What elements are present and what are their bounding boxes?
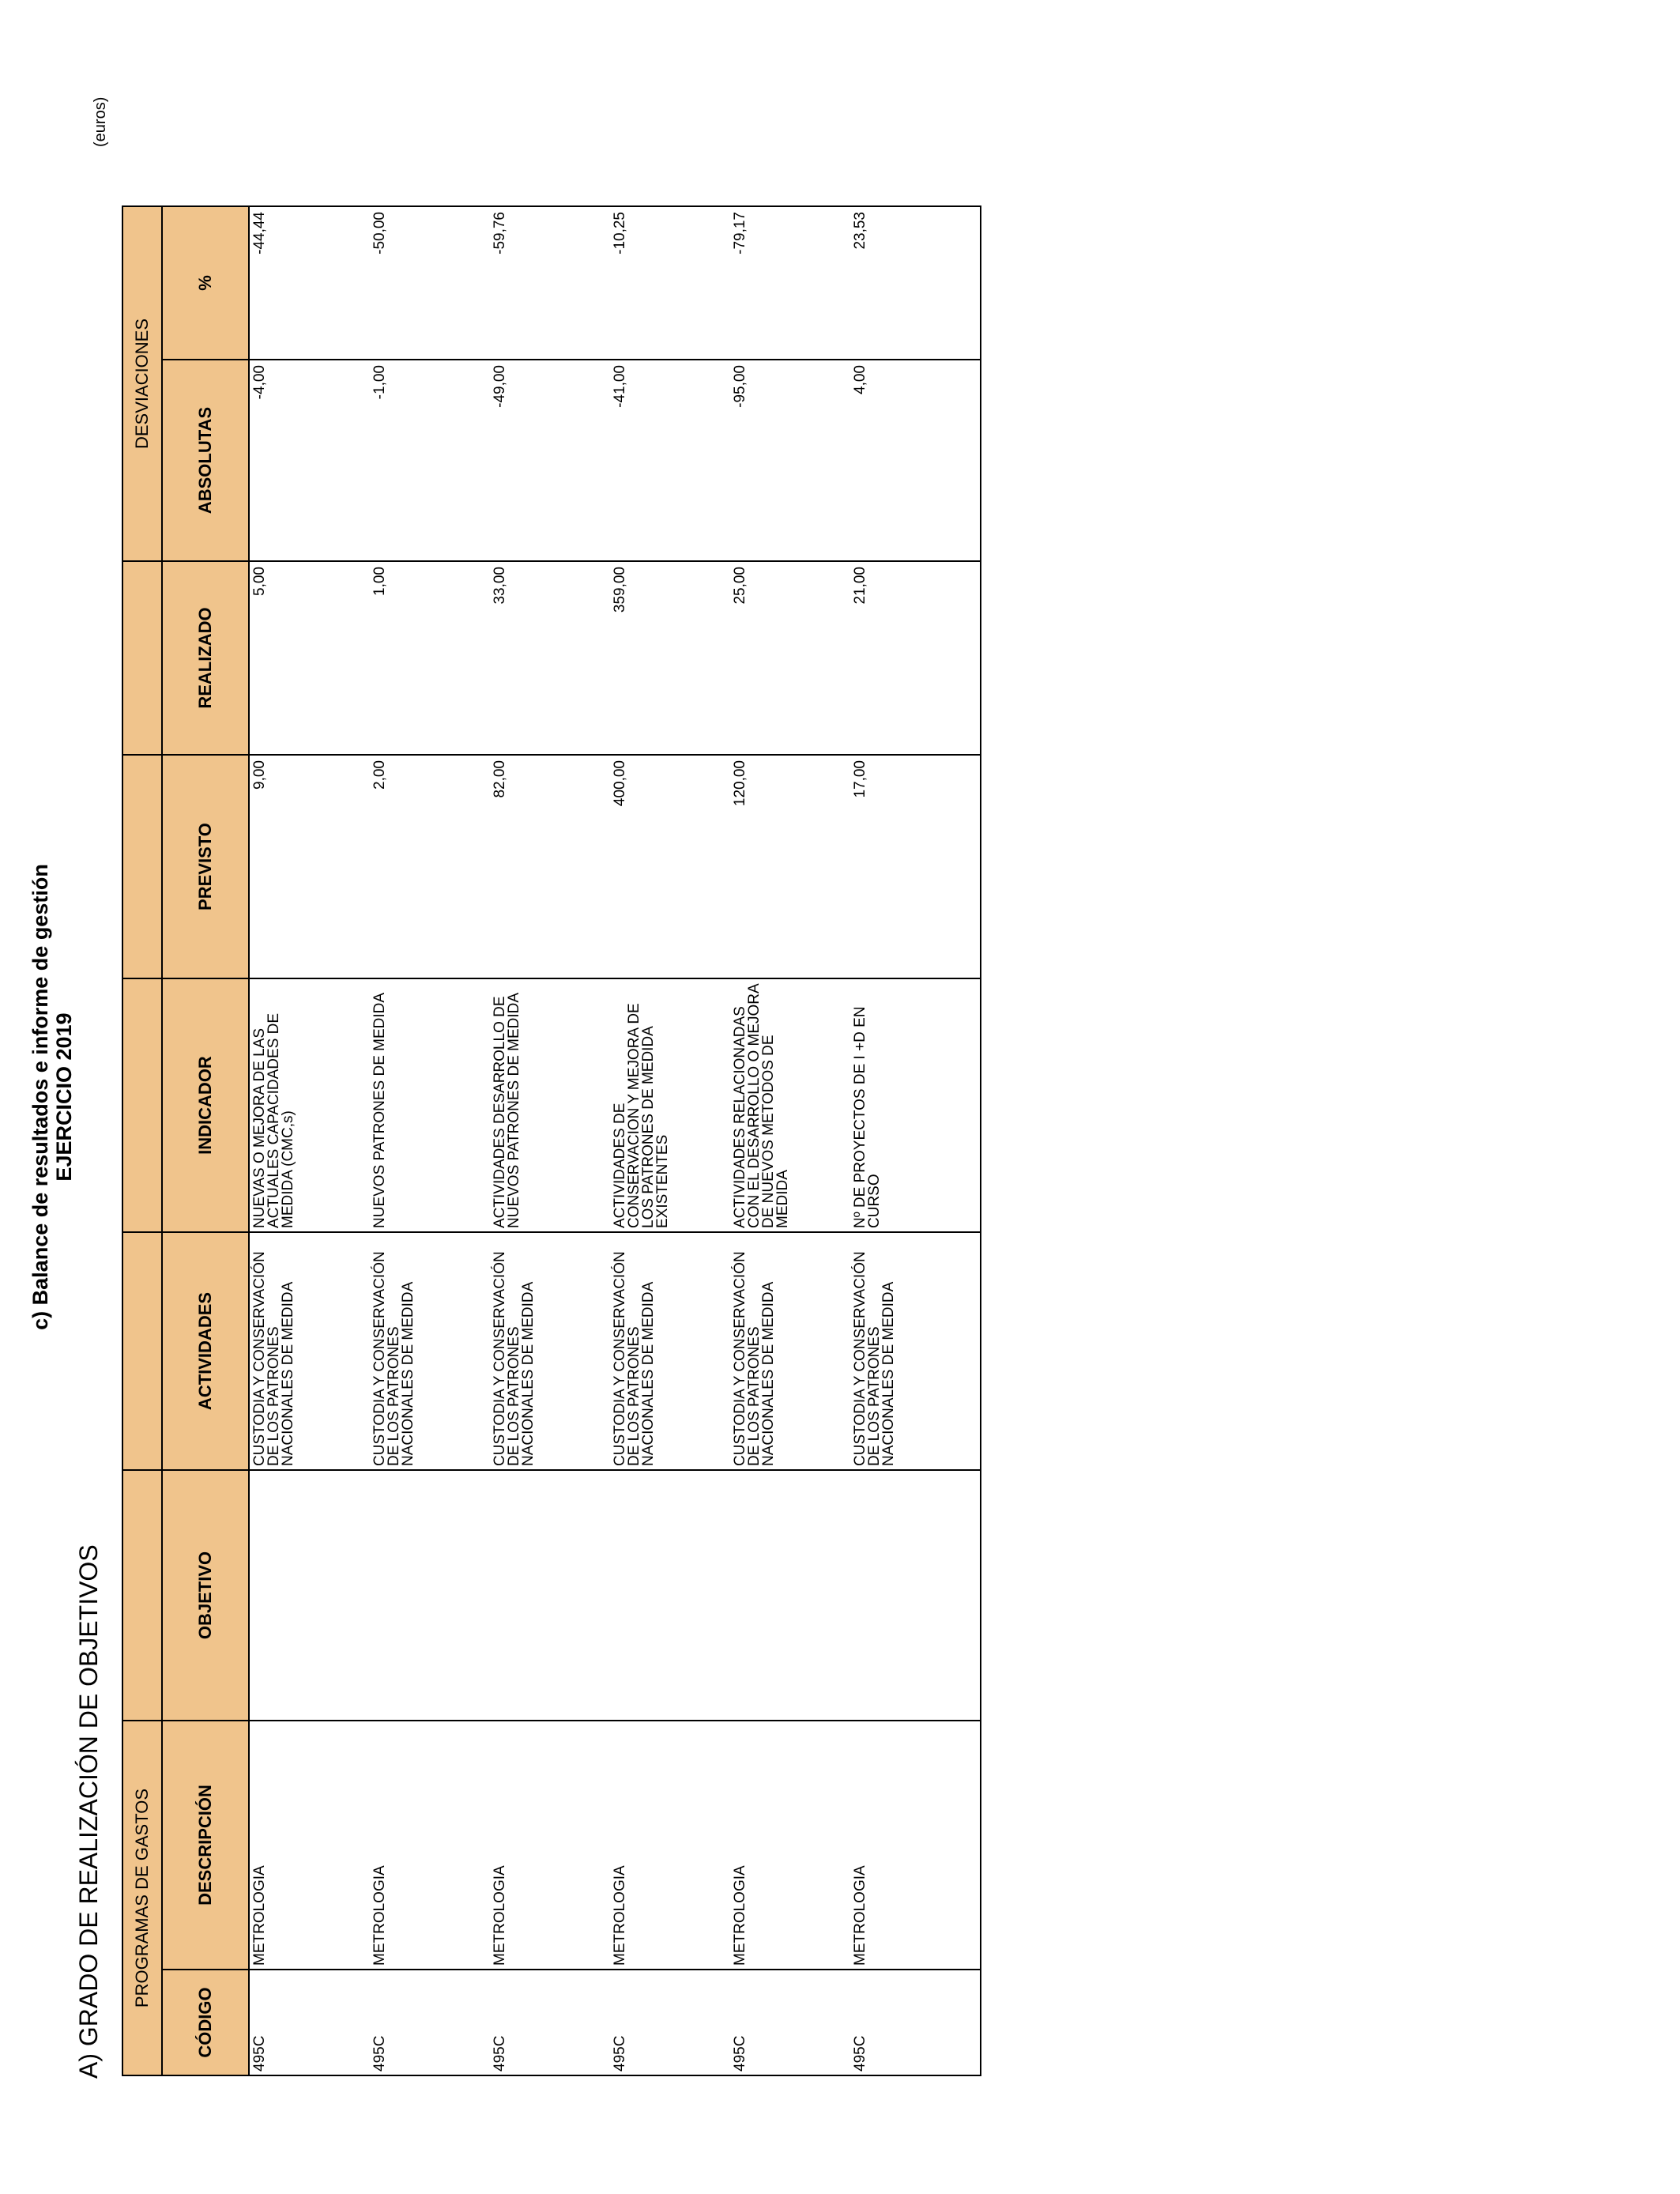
cell-actividades: CUSTODIA Y CONSERVACIÓN DE LOS PATRONES NACIONALES DE MEDIDA [490,1232,610,1470]
cell-descripcion: METROLOGIA [249,1721,370,1970]
cell-indicador: ACTIVIDADES DE CONSERVACION Y MEJORA DE LOS PATRONES DE MEDIDA EXISTENTES [610,978,730,1232]
cell-codigo: 495C [610,1970,730,2075]
group-header-programas: PROGRAMAS DE GASTOS [122,1721,162,2075]
cell-absolutas: -4,00 [249,360,370,561]
cell-absolutas: -41,00 [610,360,730,561]
table-row [610,206,730,2075]
cell-porcentaje: -50,00 [370,206,490,360]
cell-objetivo [490,1470,610,1721]
units-label: (euros) [92,96,109,147]
cell-descripcion: METROLOGIA [850,1721,981,1970]
page-subtitle: EJERCICIO 2019 [52,1012,76,1182]
header-porcentaje: % [162,206,249,360]
group-header-blank [122,561,162,755]
cell-previsto: 400,00 [610,755,730,978]
cell-actividades: CUSTODIA Y CONSERVACIÓN DE LOS PATRONES NACIONALES DE MEDIDA [610,1232,730,1470]
cell-porcentaje: 23,53 [850,206,981,360]
cell-porcentaje: -10,25 [610,206,730,360]
cell-realizado: 21,00 [850,561,981,755]
table-row [490,206,610,2075]
cell-descripcion: METROLOGIA [610,1721,730,1970]
cell-indicador: NUEVAS O MEJORA DE LAS ACTUALES CAPACIDADES DE MEDIDA (CMC,s) [249,978,370,1232]
cell-realizado: 1,00 [370,561,490,755]
cell-realizado: 25,00 [730,561,850,755]
cell-descripcion: METROLOGIA [490,1721,610,1970]
cell-absolutas: 4,00 [850,360,981,561]
cell-previsto: 9,00 [249,755,370,978]
cell-actividades: CUSTODIA Y CONSERVACIÓN DE LOS PATRONES NACIONALES DE MEDIDA [850,1232,981,1470]
cell-actividades: CUSTODIA Y CONSERVACIÓN DE LOS PATRONES NACIONALES DE MEDIDA [730,1232,850,1470]
header-objetivo: OBJETIVO [162,1470,249,1721]
group-header-blank [122,978,162,1232]
cell-previsto: 120,00 [730,755,850,978]
header-absolutas: ABSOLUTAS [162,360,249,561]
cell-previsto: 82,00 [490,755,610,978]
cell-realizado: 359,00 [610,561,730,755]
cell-absolutas: -1,00 [370,360,490,561]
header-indicador: INDICADOR [162,978,249,1232]
cell-objetivo [249,1470,370,1721]
cell-objetivo [850,1470,981,1721]
cell-codigo: 495C [490,1970,610,2075]
objectives-table [122,205,981,2076]
header-descripcion: DESCRIPCIÓN [162,1721,249,1970]
header-realizado: REALIZADO [162,561,249,755]
cell-objetivo [370,1470,490,1721]
cell-indicador: ACTIVIDADES RELACIONADAS CON EL DESARROLLO O MEJORA DE NUEVOS METODOS DE MEDIDA [730,978,850,1232]
cell-porcentaje: -44,44 [249,206,370,360]
cell-codigo: 495C [370,1970,490,2075]
cell-descripcion: METROLOGIA [370,1721,490,1970]
group-header-blank [122,755,162,978]
group-header-blank [122,1470,162,1721]
section-heading: A) GRADO DE REALIZACIÓN DE OBJETIVOS [74,1544,103,2079]
cell-porcentaje: -79,17 [730,206,850,360]
cell-previsto: 17,00 [850,755,981,978]
cell-indicador: Nº DE PROYECTOS DE I +D EN CURSO [850,978,981,1232]
cell-codigo: 495C [249,1970,370,2075]
cell-codigo: 495C [850,1970,981,2075]
cell-realizado: 5,00 [249,561,370,755]
table-row [370,206,490,2075]
cell-codigo: 495C [730,1970,850,2075]
cell-absolutas: -49,00 [490,360,610,561]
cell-absolutas: -95,00 [730,360,850,561]
table-row [730,206,850,2075]
cell-actividades: CUSTODIA Y CONSERVACIÓN DE LOS PATRONES NACIONALES DE MEDIDA [370,1232,490,1470]
cell-actividades: CUSTODIA Y CONSERVACIÓN DE LOS PATRONES NACIONALES DE MEDIDA [249,1232,370,1470]
group-header-blank [122,1232,162,1470]
cell-descripcion: METROLOGIA [730,1721,850,1970]
table-row [249,206,370,2075]
cell-porcentaje: -59,76 [490,206,610,360]
cell-objetivo [610,1470,730,1721]
table-row [850,206,981,2075]
cell-previsto: 2,00 [370,755,490,978]
group-header-desviaciones: DESVIACIONES [122,206,162,561]
cell-indicador: NUEVOS PATRONES DE MEDIDA [370,978,490,1232]
header-previsto: PREVISTO [162,755,249,978]
header-codigo: CÓDIGO [162,1970,249,2075]
cell-indicador: ACTIVIDADES DESARROLLO DE NUEVOS PATRONES DE MEDIDA [490,978,610,1232]
cell-realizado: 33,00 [490,561,610,755]
page-title: c) Balance de resultados e informe de gestión [28,864,52,1330]
header-actividades: ACTIVIDADES [162,1232,249,1470]
cell-objetivo [730,1470,850,1721]
